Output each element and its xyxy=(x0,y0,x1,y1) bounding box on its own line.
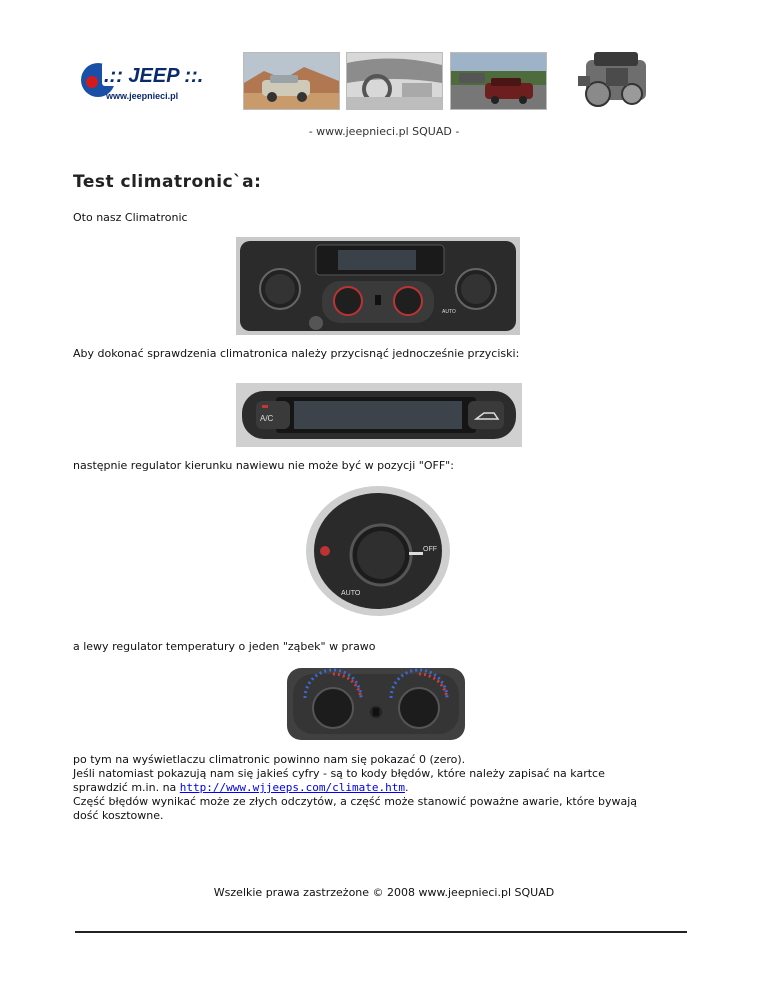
intro-paragraph: Oto nasz Climatronic xyxy=(73,211,188,224)
site-subtitle: - www.jeepnieci.pl SQUAD - xyxy=(308,125,460,138)
result-explanation xyxy=(73,753,693,823)
jeep-interior-photo xyxy=(346,52,443,110)
svg-text:AUTO: AUTO xyxy=(442,309,456,315)
svg-text:OFF: OFF xyxy=(423,546,437,553)
svg-text:www.jeepnieci.pl: www.jeepnieci.pl xyxy=(106,91,179,101)
result-line-4: Część błędów wynikać może ze złych odczytów, a część może stanowić poważne awarie, które bywają xyxy=(73,795,638,808)
result-line-3 xyxy=(73,781,693,795)
temperature-knobs-photo xyxy=(287,668,465,740)
result-line-5: dość kosztowne. xyxy=(73,809,164,822)
climatronic-panel-photo xyxy=(236,237,520,335)
svg-text:A/C: A/C xyxy=(260,414,274,423)
mode-knob-photo xyxy=(305,485,451,617)
svg-text:.:: JEEP ::.: .:: JEEP ::. xyxy=(104,65,204,87)
jeepnieci-logo xyxy=(80,52,210,108)
svg-text:AUTO: AUTO xyxy=(341,590,361,597)
engine-photo xyxy=(566,46,666,118)
footer-copyright: Wszelkie prawa zastrzeżone © 2008 www.jeepnieci.pl SQUAD xyxy=(213,886,555,899)
instruction-paragraph-off: następnie regulator kierunku nawiewu nie może być w pozycji "OFF": xyxy=(73,459,454,472)
result-line-3-suffix: . xyxy=(404,781,409,794)
instruction-paragraph-temperature: a lewy regulator temperatury o jeden "ząbek" w prawo xyxy=(73,640,376,653)
ac-button-photo xyxy=(236,383,522,447)
page-title: Test climatronic`a: xyxy=(73,172,262,192)
footer-divider xyxy=(75,931,687,933)
jeep-desert-photo xyxy=(243,52,340,110)
result-line-2: Jeśli natomiast pokazują nam się jakieś cyfry - są to kody błędów, które należy zapisać na kartce xyxy=(73,767,605,780)
result-line-1: po tym na wyświetlaczu climatronic powinno nam się pokazać 0 (zero). xyxy=(73,753,466,766)
jeep-road-photo xyxy=(450,52,547,110)
result-line-3-prefix: sprawdzić m.in. na xyxy=(73,781,180,794)
instruction-paragraph-buttons: Aby dokonać sprawdzenia climatronica należy przycisnąć jednocześnie przyciski: xyxy=(73,347,520,360)
wjjeeps-climate-link[interactable]: http://www.wjjeeps.com/climate.htm xyxy=(179,781,405,794)
